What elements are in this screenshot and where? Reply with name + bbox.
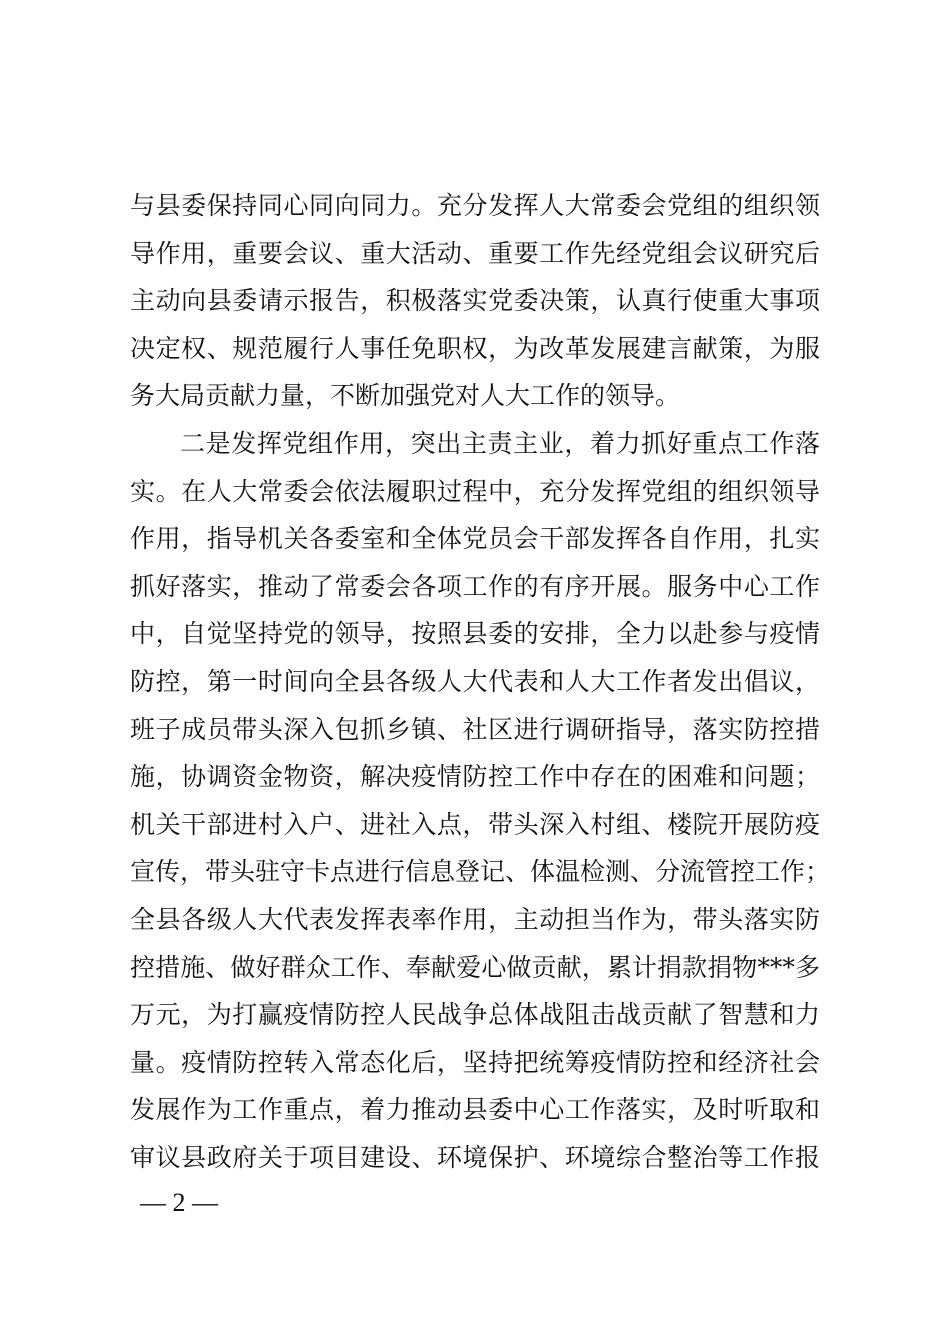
paragraph-1-line: 决定权、规范履行人事任免职权，为改革发展建言献策，为服 [130, 333, 820, 363]
paragraph-1-line: 主动向县委请示报告，积极落实党委决策，认真行使重大事项 [130, 286, 820, 316]
paragraph-2-line: 实。在人大常委会依法履职过程中，充分发挥党组的组织领导 [130, 476, 820, 506]
paragraph-2-line: 审议县政府关于项目建设、环境保护、环境综合整治等工作报 [130, 1142, 820, 1172]
paragraph-1-line: 导作用，重要会议、重大活动、重要工作先经党组会议研究后 [130, 238, 820, 268]
paragraph-2-line: 宣传，带头驻守卡点进行信息登记、体温检测、分流管控工作； [130, 857, 831, 887]
paragraph-2-line: 量。疫情防控转入常态化后，坚持把统筹疫情防控和经济社会 [130, 1047, 820, 1077]
paragraph-1-line: 与县委保持同心同向同力。充分发挥人大常委会党组的组织领 [130, 191, 820, 220]
paragraph-2-line: 班子成员带头深入包抓乡镇、社区进行调研指导，落实防控措 [130, 714, 820, 744]
paragraph-2-line: 发展作为工作重点，着力推动县委中心工作落实，及时听取和 [130, 1095, 820, 1125]
paragraph-1-line: 务大局贡献力量，不断加强党对人大工作的领导。 [130, 381, 681, 411]
paragraph-2-line: 万元，为打赢疫情防控人民战争总体战阻击战贡献了智慧和力 [130, 1000, 820, 1030]
paragraph-2-line: 全县各级人大代表发挥表率作用，主动担当作为，带头落实防 [130, 904, 820, 934]
paragraph-2-line: 施，协调资金物资，解决疫情防控工作中存在的困难和问题； [130, 762, 820, 792]
paragraph-2-line: 二是发挥党组作用，突出主责主业，着力抓好重点工作落 [180, 428, 820, 458]
paragraph-2-line: 控措施、做好群众工作、奉献爱心做贡献，累计捐款捐物***多 [130, 952, 820, 982]
paragraph-2-line: 作用，指导机关各委室和全体党员会干部发挥各自作用，扎实 [130, 524, 820, 554]
paragraph-2-line: 机关干部进村入户、进社入点，带头深入村组、楼院开展防疫 [130, 809, 820, 839]
page-number: — 2 — [140, 1188, 218, 1217]
paragraph-2-line: 防控，第一时间向全县各级人大代表和人大工作者发出倡议， [130, 666, 820, 696]
document-body [130, 182, 831, 1181]
paragraph-2-line: 中，自觉坚持党的领导，按照县委的安排，全力以赴参与疫情 [130, 619, 820, 649]
paragraph-2-line: 抓好落实，推动了常委会各项工作的有序开展。服务中心工作 [130, 571, 820, 601]
